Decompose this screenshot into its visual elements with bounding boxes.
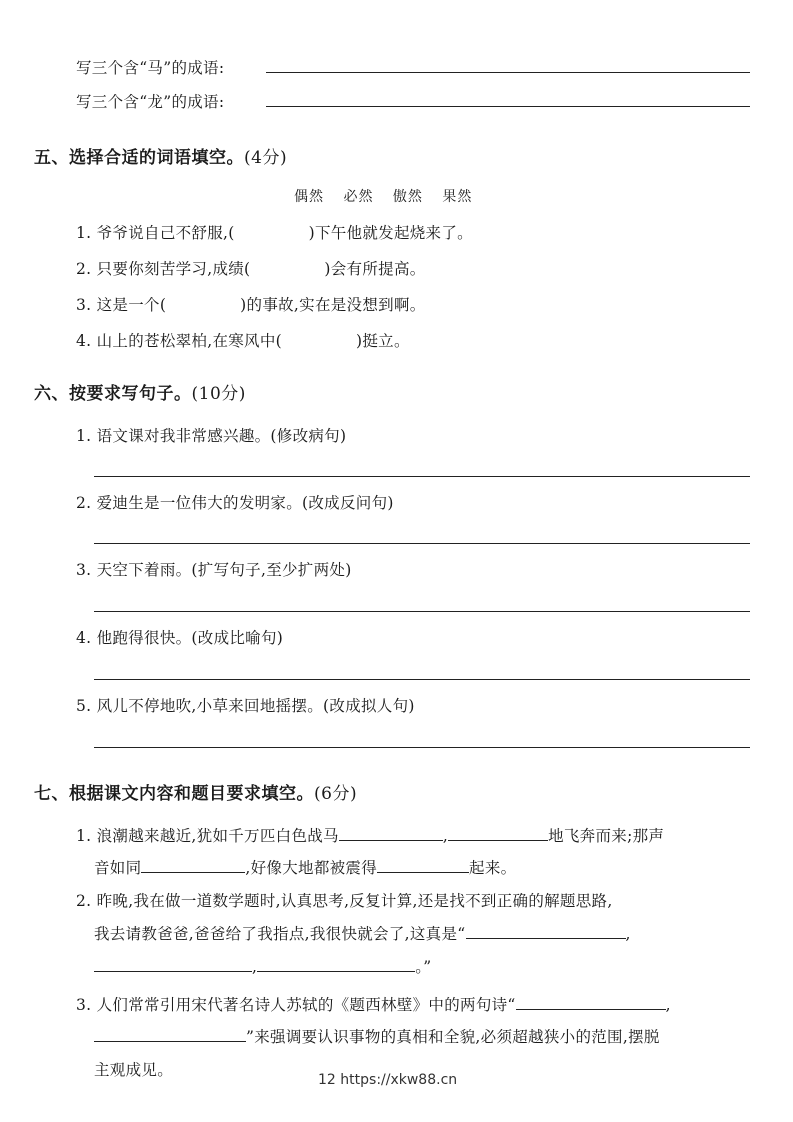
q2-text: ,: [252, 958, 258, 976]
fill-blank[interactable]: [94, 957, 252, 972]
q2-text: 我去请教爸爸,爸爸给了我指点,我很快就会了,这真是“: [94, 925, 466, 943]
section7-q3-line2: [94, 1025, 660, 1047]
q1-text: ,好像大地都被震得: [245, 859, 378, 877]
idiom-dragon-answer-line[interactable]: [266, 106, 750, 107]
section7-q2-line1: 2. 昨晚,我在做一道数学题时,认真思考,反复计算,还是找不到正确的解题思路,: [76, 892, 613, 910]
section7-q1-line1: [76, 824, 664, 846]
section5-item-2: [76, 257, 426, 279]
section5-item-3: [76, 293, 426, 315]
fill-blank[interactable]: [257, 957, 415, 972]
section6-heading: [34, 379, 246, 404]
q3-text: ”来强调要认识事物的真相和全貌,必须超越狭小的范围,摆脱: [246, 1028, 660, 1046]
word-bank-item: 傲然: [392, 189, 423, 205]
item-text-after: )会有所提高。: [324, 260, 426, 278]
word-bank-item: 偶然: [294, 189, 324, 205]
answer-line-2[interactable]: [94, 543, 750, 544]
q1-text: 音如同: [94, 859, 142, 877]
section6-title: 六、按要求写句子。: [34, 384, 192, 404]
fill-blank[interactable]: [448, 826, 548, 841]
section7-title: 七、根据课文内容和题目要求填空。: [34, 784, 314, 804]
q2-text: 。”: [415, 958, 432, 976]
section7-heading: [34, 779, 357, 804]
idiom-dragon-label: 写三个含“龙”的成语:: [76, 93, 225, 111]
word-bank-item: 果然: [442, 189, 473, 205]
section6-item-4: 4. 他跑得很快。(改成比喻句): [76, 629, 284, 647]
idiom-horse-label: 写三个含“马”的成语:: [76, 59, 225, 77]
section5-item-4: [76, 329, 410, 351]
section6-item-5: 5. 风儿不停地吹,小草来回地摇摆。(改成拟人句): [76, 697, 415, 715]
section7-q1-line2: [94, 856, 516, 878]
word-bank: [294, 186, 486, 206]
section7-q3-line1: [76, 993, 671, 1015]
section7-q2-line2: [94, 922, 631, 944]
section5-score: (4分): [244, 148, 288, 168]
fill-blank[interactable]: [94, 1027, 246, 1042]
idiom-horse-answer-line[interactable]: [266, 72, 750, 73]
fill-blank[interactable]: [141, 858, 245, 873]
footer-url: https://xkw88.cn: [340, 1072, 458, 1088]
section5-title: 五、选择合适的词语填空。: [34, 148, 244, 168]
section7-score: (6分): [314, 784, 358, 804]
q3-text: ,: [665, 996, 671, 1014]
item-text-before: 1. 爷爷说自己不舒服,(: [76, 224, 235, 242]
fill-blank[interactable]: [339, 826, 443, 841]
word-bank-item: 必然: [343, 189, 374, 205]
section6-item-3: 3. 天空下着雨。(扩写句子,至少扩两处): [76, 561, 352, 579]
answer-line-4[interactable]: [94, 679, 750, 680]
q1-text: 起来。: [469, 859, 517, 877]
item-text-before: 4. 山上的苍松翠柏,在寒风中(: [76, 332, 282, 350]
section7-q2-line3: [94, 955, 432, 977]
fill-blank[interactable]: [466, 924, 626, 939]
page-footer: [318, 1072, 457, 1088]
section6-item-2: 2. 爱迪生是一位伟大的发明家。(改成反问句): [76, 494, 394, 512]
item-text-before: 2. 只要你刻苦学习,成绩(: [76, 260, 251, 278]
answer-line-3[interactable]: [94, 611, 750, 612]
q1-text: 地飞奔而来;那声: [548, 827, 665, 845]
section5-item-1: [76, 221, 473, 243]
fill-blank[interactable]: [516, 995, 666, 1010]
answer-line-5[interactable]: [94, 747, 750, 748]
item-text-after: )挺立。: [356, 332, 410, 350]
section6-score: (10分): [191, 384, 246, 404]
q1-text: 1. 浪潮越来越近,犹如千万匹白色战马: [76, 827, 339, 845]
q1-text: ,: [442, 827, 449, 845]
q3-text: 3. 人们常常引用宋代著名诗人苏轼的《题西林壁》中的两句诗“: [76, 996, 516, 1014]
section7-q3-line3: 主观成见。: [94, 1061, 174, 1079]
answer-line-1[interactable]: [94, 476, 750, 477]
section5-heading: [34, 143, 287, 168]
page-number: 12: [318, 1072, 336, 1088]
fill-blank[interactable]: [377, 858, 469, 873]
item-text-after: )下午他就发起烧来了。: [308, 224, 473, 242]
section6-item-1: 1. 语文课对我非常感兴趣。(修改病句): [76, 427, 347, 445]
item-text-before: 3. 这是一个(: [76, 296, 167, 314]
item-text-after: )的事故,实在是没想到啊。: [240, 296, 426, 314]
q2-text: ,: [625, 925, 631, 943]
